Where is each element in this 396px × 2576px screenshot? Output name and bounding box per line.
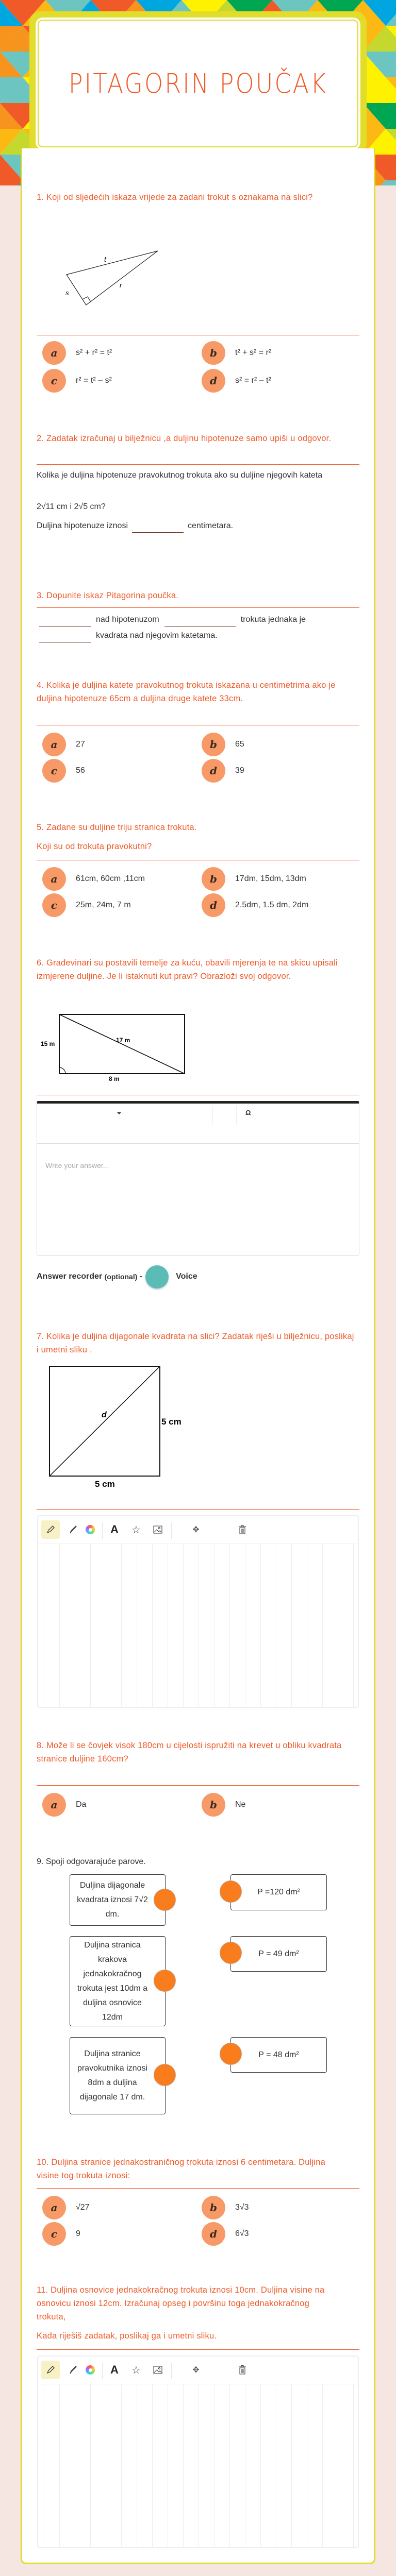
- option-letter: a: [42, 733, 66, 756]
- question-11-title: 11. Duljina osnovice jednakokračnog trokuta iznosi 10cm. Duljina visine na osnovicu iznosi 12cm. Izračunaj opseg i površinu toga jednakokračnog trokuta,: [37, 2285, 325, 2321]
- divider: [37, 1509, 359, 1510]
- option-text: Da: [76, 1800, 87, 1809]
- answer-prefix: Duljina hipotenuze iznosi: [37, 521, 128, 530]
- label-s: s: [65, 289, 69, 297]
- toolbar-separator: [236, 1106, 237, 1125]
- option-letter: b: [202, 341, 225, 365]
- voice-record-button[interactable]: [145, 1265, 169, 1289]
- question-8-title: 8. Može li se čovjek visok 180cm u cijelosti ispružiti na krevet u obliku kvadrata stranice duljine 160cm?: [37, 1741, 342, 1764]
- option-a[interactable]: [42, 867, 145, 890]
- rich-text-editor: [37, 1101, 359, 1256]
- drawing-canvas-q11: [37, 2355, 359, 2548]
- option-letter: c: [42, 893, 66, 917]
- divider: [37, 464, 359, 465]
- answer-recorder: [37, 1269, 359, 1284]
- question-6-title: 6. Građevinari su postavili temelje za kuću, obavili mjerenja te na skicu upisali izmjerene duljine. Je li istaknuti kut pravi? Obrazloži svoj odgovor.: [37, 958, 338, 981]
- toolbar-separator: [171, 2363, 172, 2379]
- label-t: t: [104, 255, 106, 263]
- label-17m: 17 m: [116, 1037, 130, 1044]
- drawing-toolbar: [38, 2357, 358, 2384]
- match-handle-left-1[interactable]: [154, 1889, 176, 1911]
- question-5-title: 5. Zadane su duljine triju stranica trokuta.: [37, 823, 197, 832]
- star-icon[interactable]: ☆: [131, 2364, 141, 2376]
- image-icon[interactable]: [148, 2361, 167, 2379]
- header-card: [29, 11, 367, 156]
- brush-icon[interactable]: [63, 1520, 82, 1539]
- match-right-3[interactable]: P = 48 dm²: [230, 2037, 327, 2073]
- option-d[interactable]: [202, 759, 244, 782]
- fill-text: kvadrata nad njegovim katetama.: [96, 631, 218, 640]
- special-characters-button[interactable]: Ω: [245, 1109, 251, 1116]
- divider: [37, 2349, 359, 2350]
- question-2-title: 2. Zadatak izračunaj u bilježnicu ,a duljinu hipotenuze samo upiši u odgovor.: [37, 434, 332, 443]
- option-c[interactable]: [42, 2222, 80, 2245]
- option-letter: d: [202, 2222, 225, 2246]
- option-text: 9: [76, 2229, 80, 2238]
- brush-icon[interactable]: [63, 2361, 82, 2379]
- option-text: 25m, 24m, 7 m: [76, 900, 131, 909]
- triangle-figure: [57, 246, 170, 308]
- pencil-icon[interactable]: [41, 1520, 60, 1539]
- toolbar-separator: [171, 1522, 172, 1539]
- option-text: 27: [76, 739, 85, 749]
- option-b[interactable]: [202, 867, 306, 890]
- option-text: 56: [76, 766, 85, 775]
- blank-2-input[interactable]: [164, 617, 236, 626]
- option-text: t² + s² = r²: [235, 348, 272, 357]
- dropdown-caret-icon[interactable]: [117, 1112, 121, 1114]
- option-a[interactable]: [42, 733, 85, 756]
- option-letter: b: [202, 1793, 225, 1817]
- recorder-optional: (optional): [104, 1273, 138, 1281]
- question-10-title: 10. Duljina stranice jednakostraničnog trokuta iznosi 6 centimetara. Duljina visine tog trokuta iznosi:: [37, 2158, 325, 2180]
- option-c[interactable]: [42, 369, 112, 392]
- fill-in-row-1: [39, 613, 362, 626]
- option-letter: d: [202, 893, 225, 917]
- drawing-area[interactable]: [38, 1544, 358, 1707]
- trash-icon[interactable]: [233, 2361, 252, 2379]
- editor-toolbar: [37, 1104, 359, 1144]
- option-c[interactable]: [42, 893, 131, 917]
- option-letter: c: [42, 2222, 66, 2246]
- option-c[interactable]: [42, 759, 85, 782]
- match-right-1[interactable]: P =120 dm²: [230, 1874, 327, 1910]
- label-15m: 15 m: [41, 1040, 55, 1047]
- fill-text: trokuta jednaka je: [240, 615, 306, 624]
- option-letter: b: [202, 733, 225, 756]
- match-handle-right-1[interactable]: [220, 1880, 242, 1903]
- blank-3-input[interactable]: [39, 633, 91, 642]
- match-handle-right-3[interactable]: [220, 2043, 242, 2065]
- label-d: d: [102, 1411, 107, 1419]
- question-4-title: 4. Kolika je duljina katete pravokutnog trokuta iskazana u centimetrima ako je duljina hipotenuze 65cm a duljina druge katete 33cm.: [37, 681, 336, 703]
- color-wheel-icon[interactable]: [81, 2361, 100, 2379]
- option-d[interactable]: [202, 369, 271, 392]
- hypotenuse-input[interactable]: [132, 523, 184, 533]
- question-5-subtitle: Koji su od trokuta pravokutni?: [37, 842, 152, 851]
- option-text: 6√3: [235, 2229, 249, 2238]
- option-b[interactable]: [202, 733, 244, 756]
- match-left-2[interactable]: Duljina stranica krakova jednakokračnog trokuta jest 10dm a duljina osnovice 12dm: [70, 1936, 166, 2026]
- option-text: 17dm, 15dm, 13dm: [235, 874, 306, 883]
- text-icon[interactable]: A: [110, 1523, 119, 1536]
- match-handle-left-3[interactable]: [154, 2064, 176, 2086]
- option-letter: a: [42, 341, 66, 365]
- image-icon[interactable]: [148, 1520, 167, 1539]
- option-text: 61cm, 60cm ,11cm: [76, 874, 145, 883]
- option-text: 2.5dm, 1.5 dm, 2dm: [235, 900, 309, 909]
- question-11-instruction: Kada riješiš zadatak, poslikaj ga i umetni sliku.: [37, 2331, 217, 2341]
- trash-icon[interactable]: [233, 1520, 252, 1539]
- square-figure: [46, 1364, 191, 1490]
- option-d[interactable]: [202, 2222, 249, 2245]
- toolbar-separator: [102, 2363, 103, 2379]
- label-r: r: [120, 281, 122, 289]
- option-letter: c: [42, 759, 66, 783]
- divider: [37, 2188, 359, 2189]
- star-icon[interactable]: ☆: [131, 1524, 141, 1536]
- toolbar-separator: [102, 1522, 103, 1539]
- move-icon[interactable]: ✥: [192, 1526, 200, 1534]
- label-side: 5 cm: [161, 1417, 182, 1427]
- option-b[interactable]: [202, 1793, 246, 1816]
- divider: [37, 607, 359, 608]
- drawing-toolbar: [38, 1516, 358, 1544]
- answer-textarea[interactable]: Write your answer...: [45, 1161, 109, 1170]
- move-icon[interactable]: ✥: [192, 2366, 200, 2375]
- recorder-label: Answer recorder: [37, 1272, 103, 1281]
- voice-label: Voice: [176, 1272, 197, 1281]
- option-text: s² = r² – t²: [235, 376, 271, 385]
- option-text: s² + r² = t²: [76, 348, 112, 357]
- question-2-text: Kolika je duljina hipotenuze pravokutnog trokuta ako su duljine njegovih kateta: [37, 471, 323, 480]
- match-left-3[interactable]: Duljina stranice pravokutnika iznosi 8dm a duljina dijagonale 17 dm.: [70, 2037, 166, 2114]
- label-bottom: 5 cm: [95, 1479, 115, 1489]
- page-title: PITAGORIN POUČAK: [68, 67, 328, 100]
- option-text: 65: [235, 739, 244, 749]
- match-right-2[interactable]: P = 49 dm²: [230, 1936, 327, 1972]
- question-2-values: 2√11 cm i 2√5 cm?: [37, 502, 106, 511]
- fill-in-row-2: [39, 629, 362, 642]
- option-letter: d: [202, 759, 225, 783]
- option-letter: b: [202, 2196, 225, 2219]
- fill-text: nad hipotenuzom: [96, 615, 159, 624]
- option-text: √27: [76, 2202, 90, 2212]
- option-b[interactable]: [202, 2196, 249, 2219]
- option-letter: b: [202, 867, 225, 891]
- option-letter: a: [42, 2196, 66, 2219]
- option-text: r² = t² – s²: [76, 376, 112, 385]
- question-1-title: 1. Koji od sljedećih iskaza vrijede za zadani trokut s oznakama na slici?: [37, 193, 313, 202]
- drawing-area[interactable]: [38, 2384, 358, 2547]
- match-handle-right-2[interactable]: [220, 1942, 242, 1964]
- blank-1-input[interactable]: [39, 617, 91, 626]
- recorder-dash: -: [139, 1272, 143, 1281]
- color-wheel-icon[interactable]: [81, 1520, 100, 1539]
- drawing-canvas-q7: [37, 1515, 359, 1708]
- divider: [37, 1785, 359, 1786]
- option-text: 39: [235, 766, 244, 775]
- question-2-answer-row: [37, 519, 359, 533]
- match-handle-left-2[interactable]: [154, 1970, 176, 1992]
- option-letter: c: [42, 369, 66, 393]
- text-icon[interactable]: A: [110, 2363, 119, 2376]
- answer-suffix: centimetara.: [188, 521, 234, 530]
- option-a[interactable]: [42, 341, 112, 364]
- pencil-icon[interactable]: [41, 2361, 60, 2379]
- question-9-title: 9. Spoji odgovarajuće parove.: [37, 1857, 146, 1866]
- option-d[interactable]: [202, 893, 309, 917]
- match-left-1[interactable]: Duljina dijagonale kvadrata iznosi 7√2 dm.: [70, 1874, 166, 1926]
- toolbar-separator: [212, 1106, 213, 1125]
- option-a[interactable]: [42, 1793, 87, 1816]
- question-7-title: 7. Kolika je duljina dijagonale kvadrata na slici? Zadatak riješi u bilježnicu, poslikaj i umetni sliku .: [37, 1332, 354, 1354]
- option-letter: a: [42, 1793, 66, 1817]
- option-text: 3√3: [235, 2202, 249, 2212]
- option-a[interactable]: [42, 2196, 90, 2219]
- foundation-figure: [39, 1011, 193, 1083]
- option-letter: d: [202, 369, 225, 393]
- option-b[interactable]: [202, 341, 272, 364]
- option-letter: a: [42, 867, 66, 891]
- option-text: Ne: [235, 1800, 246, 1809]
- question-3-title: 3. Dopunite iskaz Pitagorina poučka.: [37, 591, 179, 600]
- label-8m: 8 m: [109, 1075, 120, 1082]
